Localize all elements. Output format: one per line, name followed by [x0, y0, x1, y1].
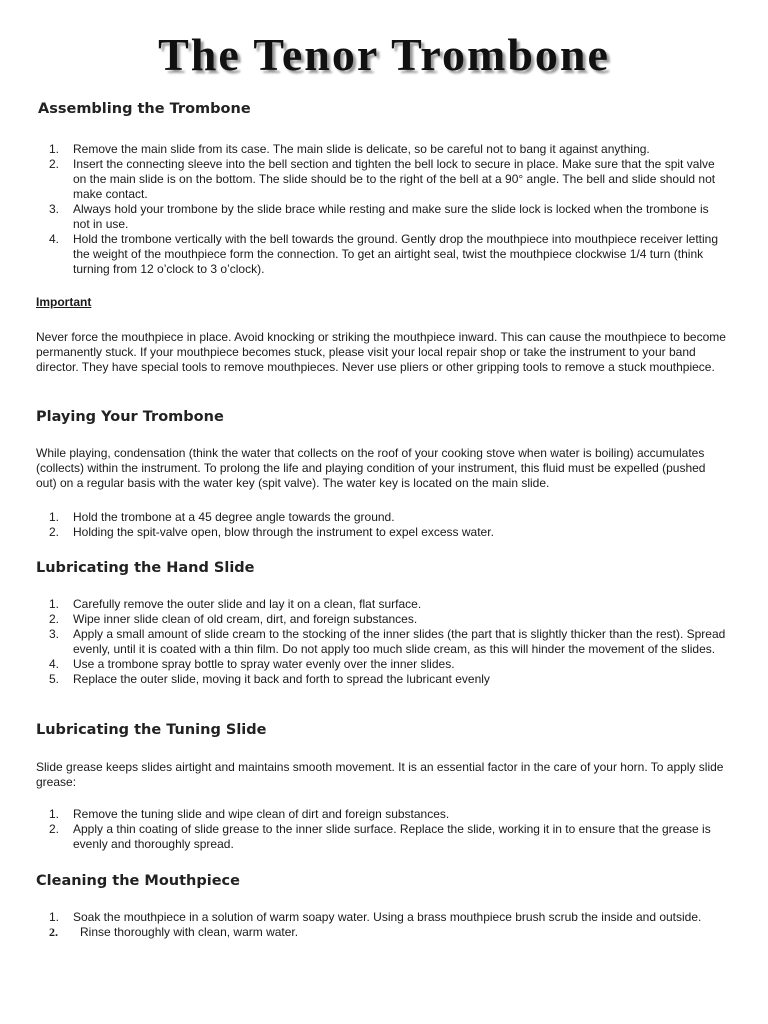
- list-item: 2. Insert the connecting sleeve into the bell section and tighten the bell lock to secure in place. Make sure that the spit valve on the main slide is on the bottom. The slide should be to the right of the bell at a 90° angle. The bell and slide should not make contact.: [49, 157, 716, 201]
- tuning-slide-intro: Slide grease keeps slides airtight and maintains smooth movement. It is an essential factor in the care of your horn. To apply slide grease:: [36, 760, 724, 789]
- heading-playing: Playing Your Trombone: [36, 409, 224, 425]
- list-assembling: [36, 142, 726, 277]
- list-tuning-slide: [36, 807, 726, 852]
- important-label: Important: [36, 295, 92, 309]
- list-item: 2. Holding the spit-valve open, blow through the instrument to expel excess water.: [49, 525, 494, 539]
- list-item: 1. Hold the trombone at a 45 degree angle towards the ground.: [49, 510, 395, 524]
- list-item: 1. Remove the tuning slide and wipe clean of dirt and foreign substances.: [49, 807, 450, 821]
- page-title: The Tenor Trombone: [158, 29, 610, 80]
- important-paragraph: Never force the mouthpiece in place. Avoid knocking or striking the mouthpiece inward. This can cause the mouthpiece to become permanently stuck. If your mouthpiece becomes stuck, please visit your local repair shop or take the instrument to your band director. They have special tools to remove mouthpieces. Never use pliers or other gripping tools to remove a stuck mouthpiece.: [36, 330, 726, 374]
- heading-tuning-slide: Lubricating the Tuning Slide: [36, 722, 267, 738]
- list-item: 3. Always hold your trombone by the slide brace while resting and make sure the slide lock is locked when the trombone is not in use.: [49, 202, 709, 231]
- heading-mouthpiece: Cleaning the Mouthpiece: [36, 873, 240, 889]
- list-item: 1. Soak the mouthpiece in a solution of warm soapy water. Using a brass mouthpiece brush scrub the inside and outside.: [49, 910, 702, 924]
- list-playing: [36, 510, 726, 540]
- list-item: 2. Apply a thin coating of slide grease to the inner slide surface. Replace the slide, working it in to ensure that the grease is evenly and thoroughly spread.: [49, 822, 711, 851]
- list-item: 4. Use a trombone spray bottle to spray water evenly over the inner slides.: [49, 657, 455, 671]
- list-item: 1. Remove the main slide from its case. The main slide is delicate, so be careful not to bang it against anything.: [49, 142, 650, 156]
- heading-hand-slide: Lubricating the Hand Slide: [36, 560, 255, 576]
- list-item: 2. Rinse thoroughly with clean, warm water.: [49, 925, 299, 939]
- heading-assembling: Assembling the Trombone: [38, 101, 251, 117]
- list-item: 4. Hold the trombone vertically with the bell towards the ground. Gently drop the mouthpiece into mouthpiece receiver letting the weight of the mouthpiece form the connection. To get an airtight seal, twist the mouthpiece clockwise 1/4 turn (think turning from 12 o’clock to 3 o’clock).: [49, 232, 719, 276]
- list-item: 5. Replace the outer slide, moving it back and forth to spread the lubricant evenly: [49, 672, 490, 686]
- list-item: 1. Carefully remove the outer slide and lay it on a clean, flat surface.: [49, 597, 422, 611]
- list-mouthpiece: [36, 910, 726, 940]
- playing-intro: While playing, condensation (think the water that collects on the roof of your cooking stove when water is boiling) accumulates (collects) within the instrument. To prolong the life and playing condition of your instrument, this fluid must be expelled (pushed out) on a regular basis with the water key (spit valve). The water key is located on the main slide.: [36, 446, 706, 490]
- list-item: 2. Wipe inner slide clean of old cream, dirt, and foreign substances.: [49, 612, 418, 626]
- list-item: 3. Apply a small amount of slide cream to the stocking of the inner slides (the part that is slightly thicker than the rest). Spread evenly, until it is coated with a thin film. Do not apply too much slide cream, as this will hinder the movement of the slides.: [49, 627, 726, 656]
- list-hand-slide: [36, 597, 726, 687]
